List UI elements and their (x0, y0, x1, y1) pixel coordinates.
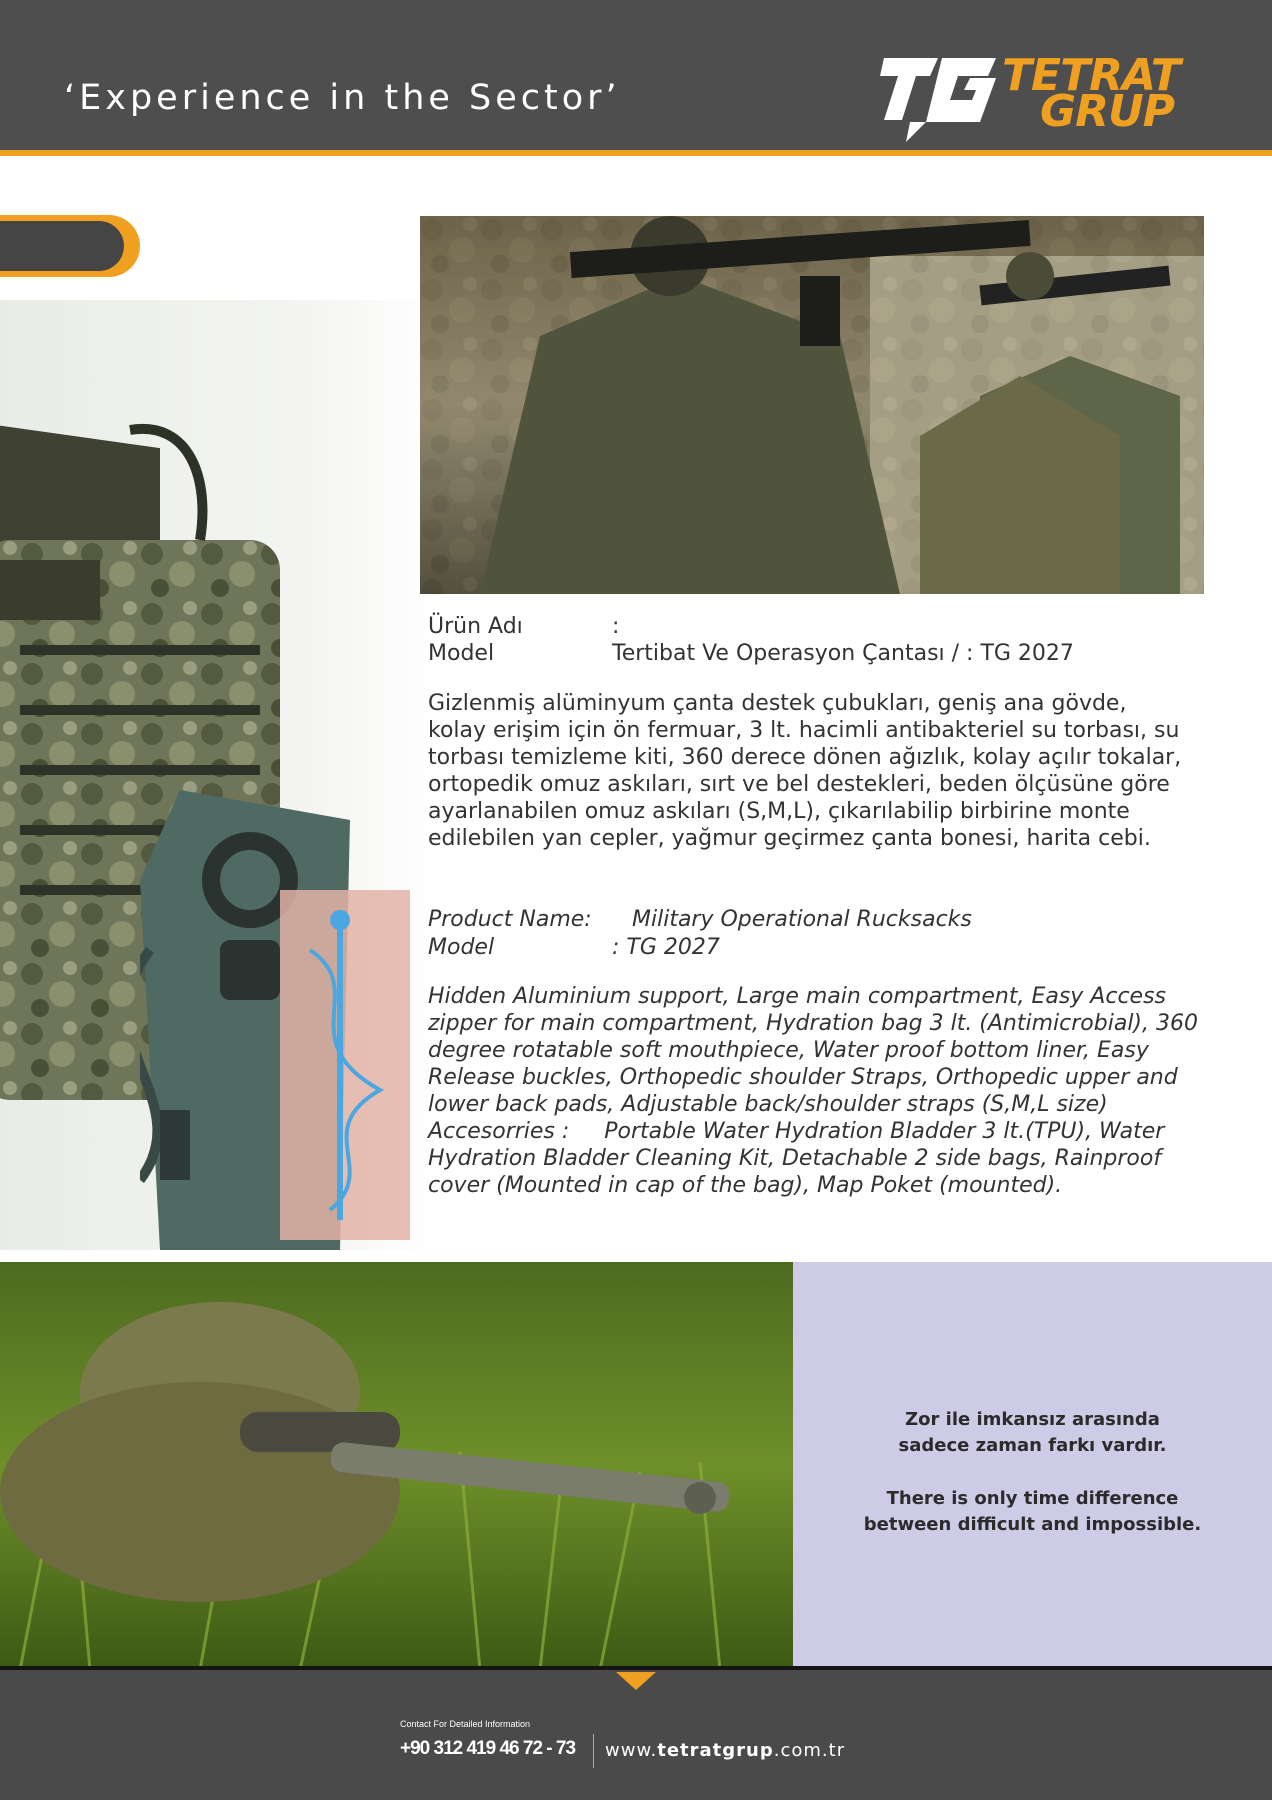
logo-text-grup: GRUP (1040, 86, 1174, 137)
contact-caption: Contact For Detailed Information (400, 1719, 531, 1729)
footer-notch-icon (616, 1672, 656, 1690)
model-label-en: Model (428, 935, 495, 960)
website-prefix: www. (605, 1740, 658, 1761)
section-tab (0, 215, 140, 277)
tetrat-grup-logo (880, 50, 1210, 145)
cleaning-kit-photo (270, 890, 420, 1240)
footer-divider (593, 1734, 594, 1768)
website-link[interactable] (605, 1740, 845, 1761)
sniper-photo (0, 1262, 793, 1670)
product-name-value-tr: Tertibat Ve Operasyon Çantası / : TG 2027 (612, 641, 1074, 666)
product-name-colon-tr: : (612, 614, 620, 639)
logo-text-tetrat: TETRAT (1002, 50, 1180, 101)
quote-text-tr (793, 1407, 1272, 1459)
header-accent-rule (0, 150, 1272, 156)
accessories-value-en: Portable Water Hydration Bladder 3 lt.(TPU), Water Hydration Bladder Cleaning Kit, Detachable 2 side bags, Rainproof cover (Mounted in cap of the bag), Map Poket (mounted). (428, 1119, 1165, 1198)
product-name-label-tr: Ürün Adı (428, 614, 523, 639)
product-description-tr: Gizlenmiş alüminyum çanta destek çubukları, geniş ana gövde, kolay erişim için ön fermuar, 3 lt. hacimli antibakteriel su torbası, su torbası temizleme kiti, 360 derece dönen ağızlık, kolay açılır tokalar, ortopedik omuz askıları, sırt ve bel destekleri, beden ölçüsüne göre ayarlanabilen omuz askıları (S,M,L), çıkarılabilip birbirine monte edilebilen yan cepler, yağmur geçirmez çanta bonesi, harita cebi. (428, 691, 1182, 851)
quote-text-en (793, 1486, 1272, 1538)
quote-tr-text: Zor ile imkansız arasında sadece zaman farkı vardır. (898, 1409, 1167, 1456)
model-value-en: : TG 2027 (612, 935, 720, 960)
logo-mark-icon (880, 50, 1000, 145)
website-suffix: .com.tr (773, 1740, 846, 1761)
product-name-label-en: Product Name: (428, 907, 592, 932)
model-label-tr: Model (428, 641, 495, 666)
accessories-label-en: Accesorries : (428, 1119, 570, 1144)
website-brand: tetratgrup (657, 1740, 774, 1761)
soldiers-photo (420, 216, 1204, 594)
header-tagline: ‘Experience in the Sector’ (64, 78, 621, 118)
product-name-value-en: Military Operational Rucksacks (632, 907, 972, 932)
quote-en-text: There is only time difference between difficult and impossible. (863, 1488, 1202, 1535)
product-description-en (428, 983, 1198, 1199)
quote-panel (793, 1262, 1272, 1670)
phone-number[interactable]: +90 312 419 46 72 - 73 (400, 1738, 576, 1759)
product-features-en: Hidden Aluminium support, Large main compartment, Easy Access zipper for main compartment, Hydration bag 3 lt. (Antimicrobial), 360 degree rotatable soft mouthpiece, Water proof bottom liner, Easy Release buckles, Orthopedic shoulder Straps, Orthopedic upper and lower back pads, Adjustable back/shoulder straps (S,M,L size) (428, 984, 1198, 1117)
